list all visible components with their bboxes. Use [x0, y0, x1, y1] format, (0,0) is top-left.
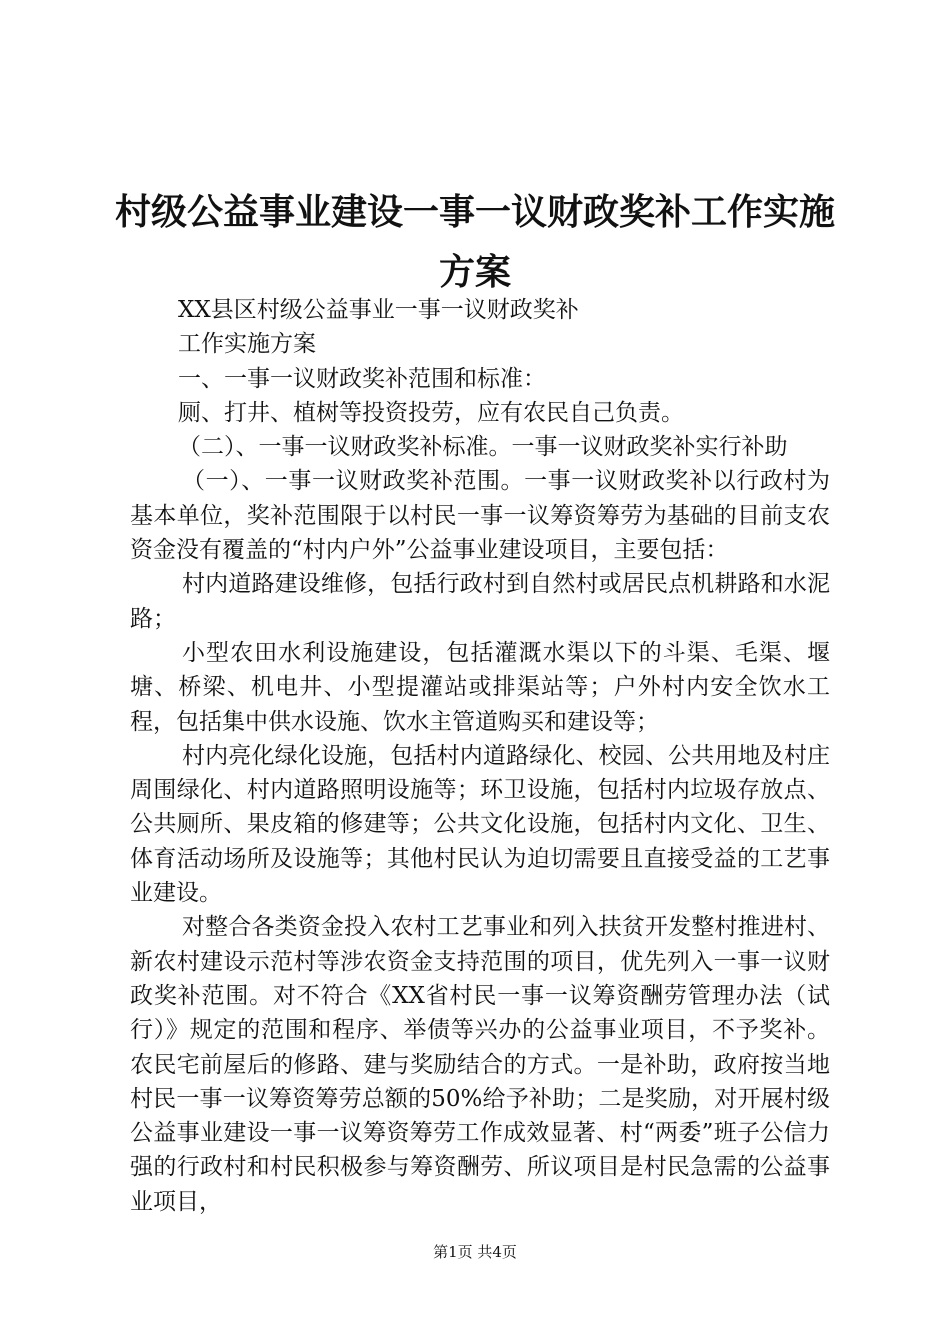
subtitle-line-1: XX县区村级公益事业一事一议财政奖补: [178, 297, 579, 323]
page-number-footer: 第1页 共4页: [433, 1243, 517, 1261]
document-body: [130, 293, 830, 1219]
document-title-line-1: 村级公益事业建设一事一议财政奖补工作实施: [114, 191, 835, 233]
paragraph: 村内亮化绿化设施，包括村内道路绿化、校园、公共用地及村庄周围绿化、村内道路照明设施等；环卫设施，包括村内垃圾存放点、公共厕所、果皮箱的修建等；公共文化设施，包括村内文化、卫生、体育活动场所及设施等；其他村民认为迫切需要且直接受益的工艺事业建设。: [130, 742, 830, 907]
section-heading: 一、一事一议财政奖补范围和标准：: [178, 365, 546, 392]
paragraph: 对整合各类资金投入农村工艺事业和列入扶贫开发整村推进村、新农村建设示范村等涉农资金支持范围的项目，优先列入一事一议财政奖补范围。对不符合《XX省村民一事一议筹资酬劳管理办法（试行）》规定的范围和程序、举债等兴办的公益事业项目，不予奖补。农民宅前屋后的修路、建与奖励结合的方式。一是补助，政府按当地村民一事一议筹资筹劳总额的50%给予补助；二是奖励，对开展村级公益事业建设一事一议筹资筹劳工作成效显著、村“两委”班子公信力强的行政村和村民积极参与筹资酬劳、所议项目是村民急需的公益事业项目，: [130, 914, 830, 1215]
paragraph: （二）、一事一议财政奖补标准。一事一议财政奖补实行补助: [178, 434, 788, 461]
paragraph: 小型农田水利设施建设，包括灌溉水渠以下的斗渠、毛渠、堰塘、桥梁、机电井、小型提灌站或排渠站等；户外村内安全饮水工程，包括集中供水设施、饮水主管道购买和建设等；: [130, 639, 830, 735]
paragraph: （一）、一事一议财政奖补范围。一事一议财政奖补以行政村为基本单位，奖补范围限于以村民一事一议筹资筹劳为基础的目前支农资金没有覆盖的“村内户外”公益事业建设项目，主要包括：: [130, 468, 830, 564]
subtitle-line-2: 工作实施方案: [178, 331, 316, 358]
paragraph: 村内道路建设维修，包括行政村到自然村或居民点机耕路和水泥路；: [130, 571, 830, 632]
document-title-line-2: 方案: [438, 251, 511, 293]
paragraph: 厕、打井、植树等投资投劳，应有农民自己负责。: [178, 399, 684, 426]
